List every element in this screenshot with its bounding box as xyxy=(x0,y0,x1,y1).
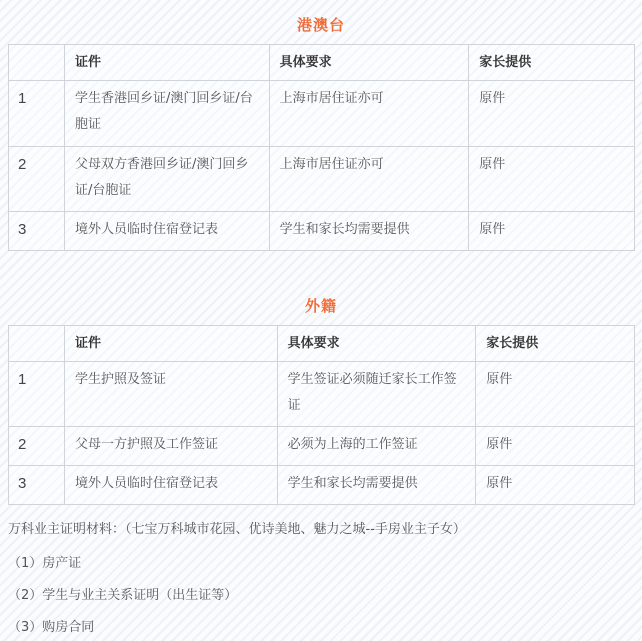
row-index: 2 xyxy=(9,427,65,466)
row-document: 学生香港回乡证/澳门回乡证/台胞证 xyxy=(64,81,269,147)
row-document: 境外人员临时住宿登记表 xyxy=(64,466,277,505)
header-index xyxy=(9,326,65,362)
row-provide: 原件 xyxy=(476,427,635,466)
row-requirement: 学生和家长均需要提供 xyxy=(269,212,469,251)
notes-item: （2）学生与业主关系证明（出生证等） xyxy=(8,588,238,603)
row-document: 境外人员临时住宿登记表 xyxy=(64,212,269,251)
row-requirement: 学生和家长均需要提供 xyxy=(277,466,476,505)
notes-item: （3）购房合同 xyxy=(8,620,95,635)
table-header-row xyxy=(9,326,635,362)
section-title-foreign: 外籍 xyxy=(304,297,337,315)
header-document: 证件 xyxy=(64,45,269,81)
row-provide: 原件 xyxy=(469,212,635,251)
row-requirement: 上海市居住证亦可 xyxy=(269,81,469,147)
table-row xyxy=(9,362,635,427)
table-row xyxy=(9,466,635,505)
table-row xyxy=(9,81,635,147)
row-provide: 原件 xyxy=(469,81,635,147)
header-document: 证件 xyxy=(64,326,277,362)
header-parent-provide: 家长提供 xyxy=(469,45,635,81)
header-requirement: 具体要求 xyxy=(277,326,476,362)
section-title-hk-macau-taiwan: 港澳台 xyxy=(296,16,345,34)
table-header-row xyxy=(9,45,635,81)
row-index: 3 xyxy=(9,466,65,505)
row-provide: 原件 xyxy=(469,147,635,212)
row-index: 1 xyxy=(9,362,65,427)
header-requirement: 具体要求 xyxy=(269,45,469,81)
table-hk-macau-taiwan xyxy=(8,44,635,251)
table-row xyxy=(9,427,635,466)
row-provide: 原件 xyxy=(476,466,635,505)
header-index xyxy=(9,45,65,81)
row-requirement: 上海市居住证亦可 xyxy=(269,147,469,212)
table-foreign xyxy=(8,325,635,505)
row-document: 学生护照及签证 xyxy=(64,362,277,427)
row-requirement: 必须为上海的工作签证 xyxy=(277,427,476,466)
table-row xyxy=(9,212,635,251)
row-index: 2 xyxy=(9,147,65,212)
notes-item: （1）房产证 xyxy=(8,556,82,571)
row-provide: 原件 xyxy=(476,362,635,427)
notes-intro: 万科业主证明材料：（七宝万科城市花园、优诗美地、魅力之城--手房业主子女） xyxy=(8,522,466,537)
table-row xyxy=(9,147,635,212)
row-requirement: 学生签证必须随迁家长工作签证 xyxy=(277,362,476,427)
header-parent-provide: 家长提供 xyxy=(476,326,635,362)
row-document: 父母双方香港回乡证/澳门回乡证/台胞证 xyxy=(64,147,269,212)
row-document: 父母一方护照及工作签证 xyxy=(64,427,277,466)
row-index: 3 xyxy=(9,212,65,251)
row-index: 1 xyxy=(9,81,65,147)
